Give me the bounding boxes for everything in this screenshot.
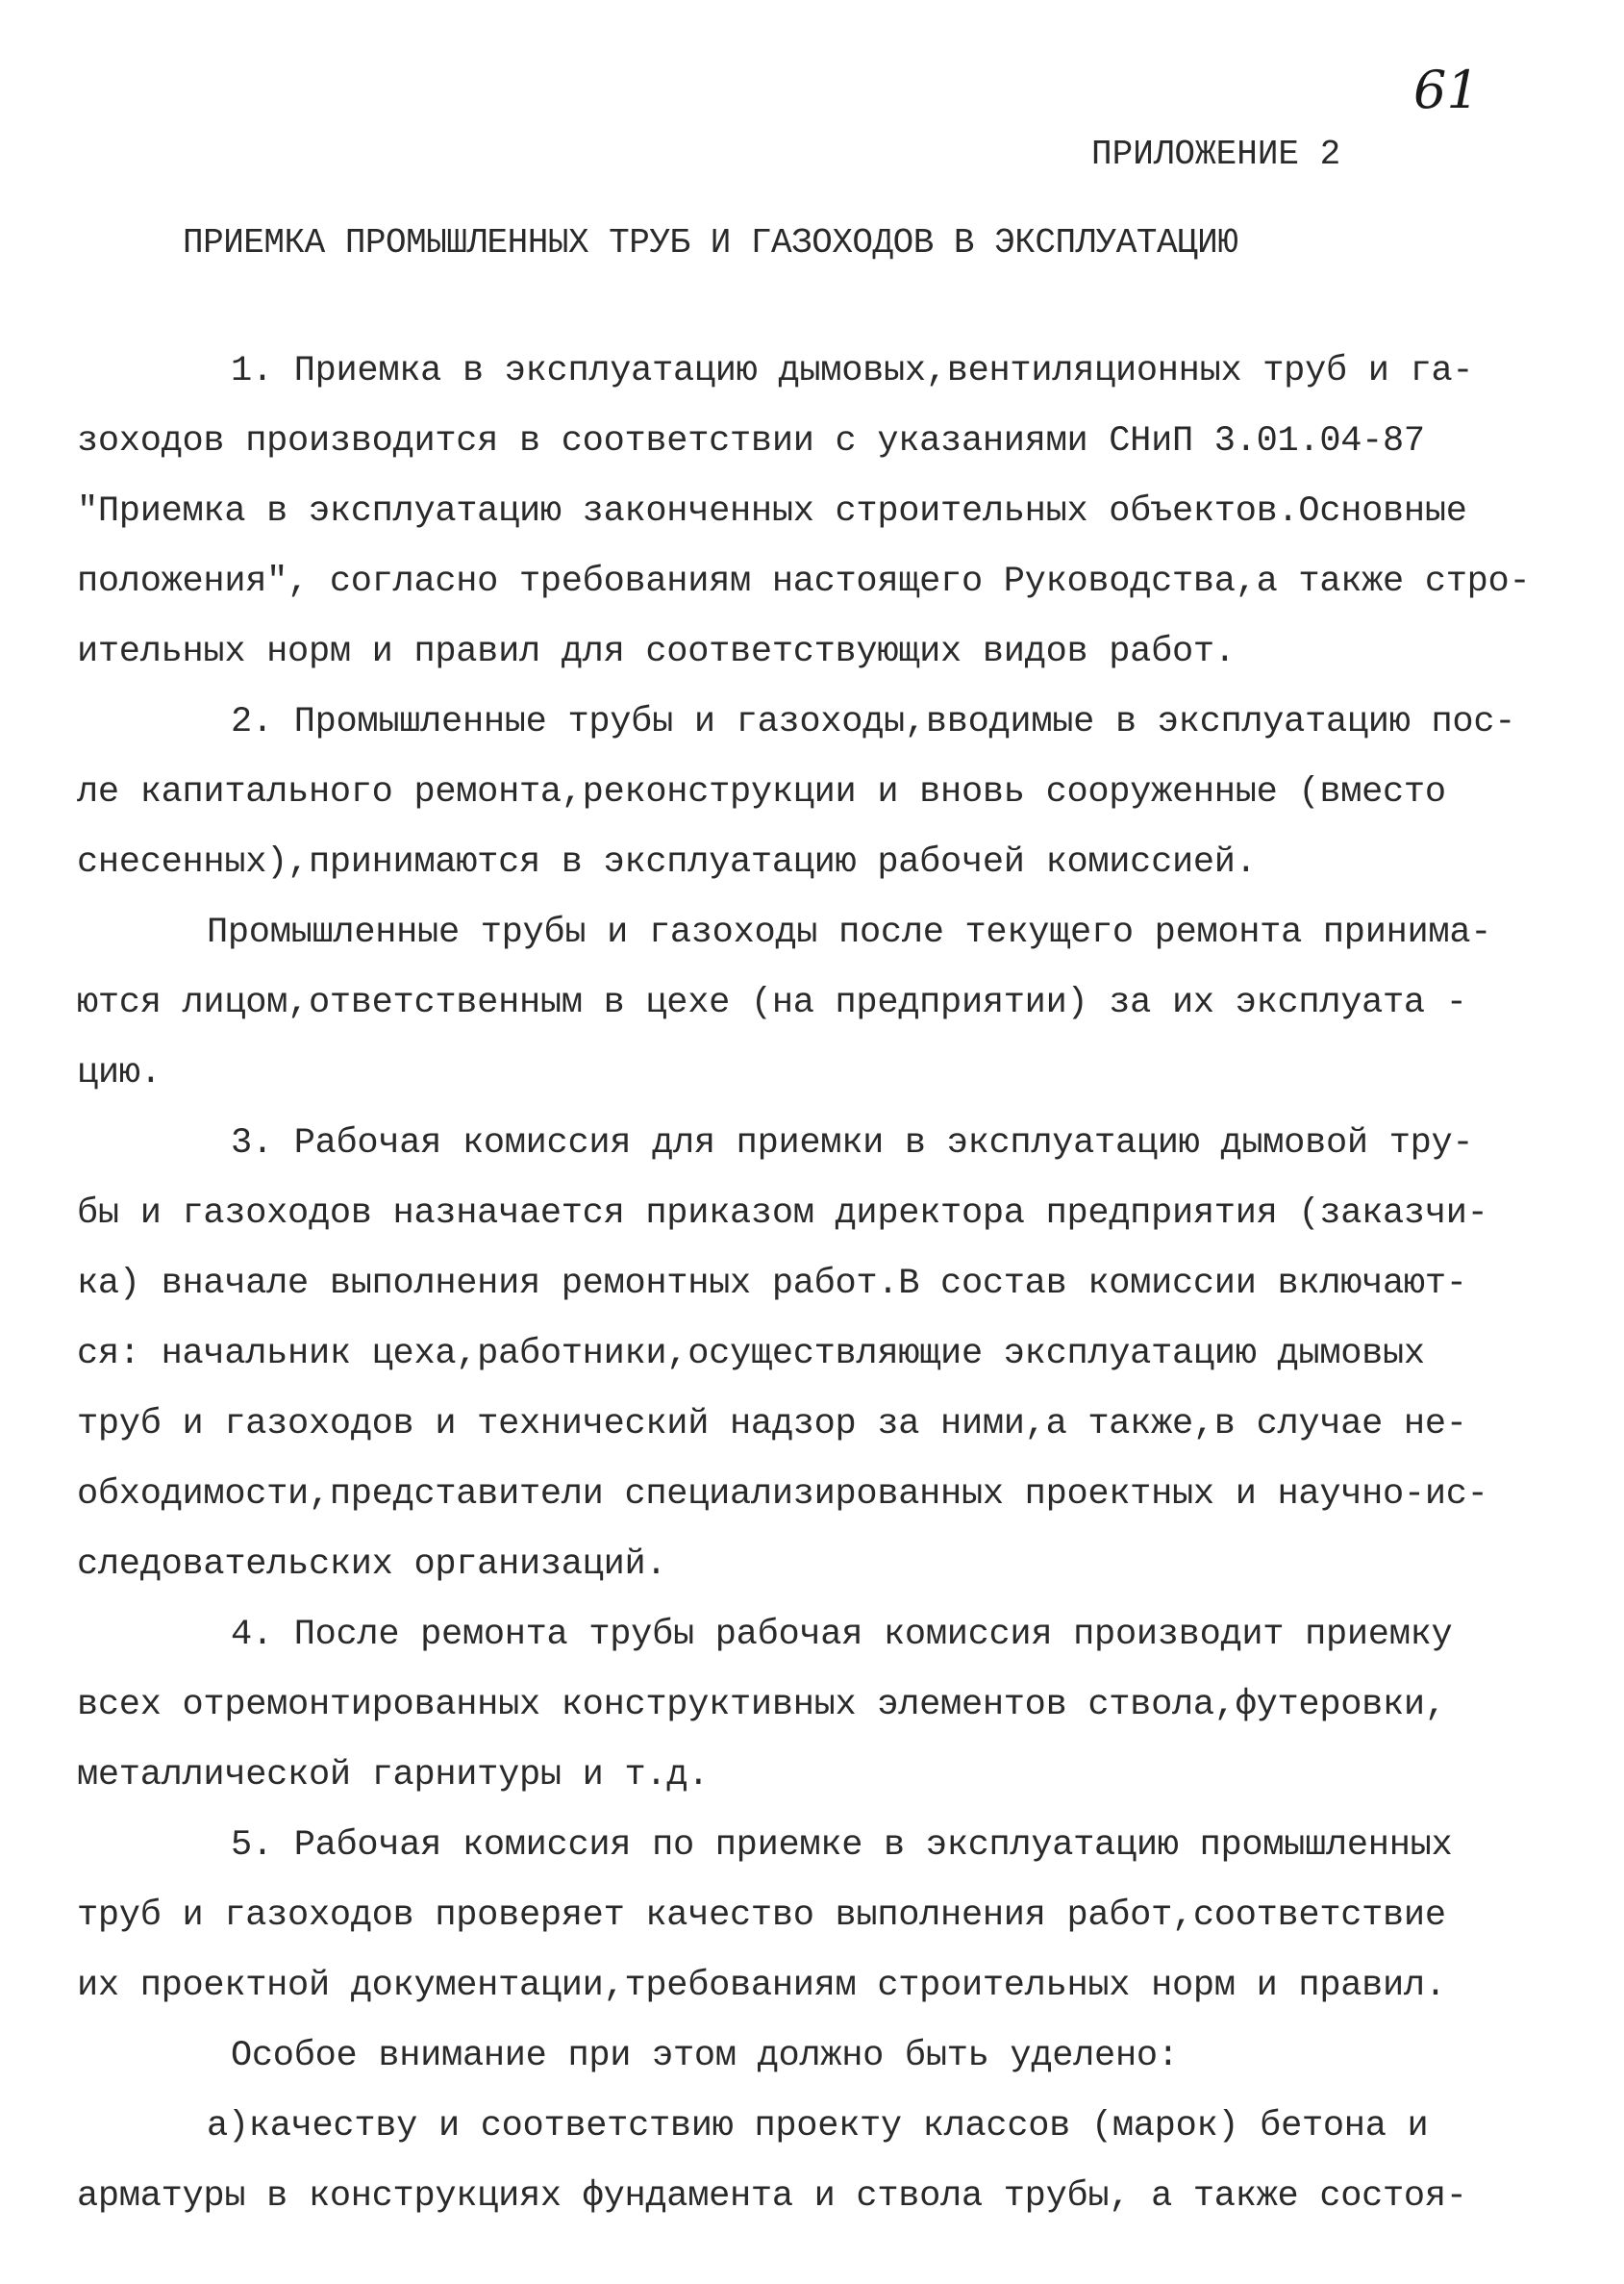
text-line: следовательских организаций.: [77, 1544, 667, 1585]
text-line: 1. Приемка в эксплуатацию дымовых,вентиляционных труб и га-: [231, 351, 1474, 391]
document-title: ПРИЕМКА ПРОМЫШЛЕННЫХ ТРУБ И ГАЗОХОДОВ В ЭКСПЛУАТАЦИЮ: [183, 223, 1238, 263]
text-line: труб и газоходов проверяет качество выполнения работ,соответствие: [77, 1895, 1446, 1936]
text-line: ются лицом,ответственным в цехе (на предприятии) за их эксплуата -: [77, 983, 1467, 1023]
text-line: "Приемка в эксплуатацию законченных строительных объектов.Основные: [77, 491, 1467, 532]
text-line: арматуры в конструкциях фундамента и ствола трубы, а также состоя-: [77, 2176, 1467, 2217]
text-line: ся: начальник цеха,работники,осуществляющие эксплуатацию дымовых: [77, 1334, 1425, 1374]
text-line: Промышленные трубы и газоходы после текущего ремонта принима-: [207, 913, 1492, 953]
text-line: всех отремонтированных конструктивных элементов ствола,футеровки,: [77, 1685, 1446, 1725]
document-body: [77, 337, 1531, 2232]
text-line: металлической гарнитуры и т.д.: [77, 1755, 710, 1795]
page-number: 61: [1413, 60, 1480, 120]
text-line: 2. Промышленные трубы и газоходы,вводимые в эксплуатацию пос-: [231, 702, 1516, 742]
text-line: труб и газоходов и технический надзор за ними,а также,в случае не-: [77, 1404, 1467, 1444]
text-line: цию.: [77, 1053, 162, 1093]
text-line: ительных норм и правил для соответствующих видов работ.: [77, 632, 1236, 672]
text-line: обходимости,представители специализированных проектных и научно-ис-: [77, 1474, 1488, 1515]
text-line: 4. После ремонта трубы рабочая комиссия производит приемку: [231, 1615, 1453, 1655]
text-line: Особое внимание при этом должно быть уделено:: [231, 2036, 1179, 2076]
text-line: а)качеству и соответствию проекту классов (марок) бетона и: [207, 2106, 1429, 2146]
text-line: 3. Рабочая комиссия для приемки в эксплуатацию дымовой тру-: [231, 1123, 1474, 1164]
appendix-label: ПРИЛОЖЕНИЕ 2: [1091, 135, 1341, 174]
text-line: ле капитального ремонта,реконструкции и вновь сооруженные (вместо: [77, 772, 1446, 813]
text-line: положения", согласно требованиям настоящего Руководства,а также стро-: [77, 562, 1531, 602]
text-line: зоходов производится в соответствии с указаниями СНиП 3.01.04-87: [77, 421, 1425, 462]
text-line: бы и газоходов назначается приказом директора предприятия (заказчи-: [77, 1193, 1488, 1234]
text-line: их проектной документации,требованиям строительных норм и правил.: [77, 1966, 1446, 2006]
text-line: снесенных),принимаются в эксплуатацию рабочей комиссией.: [77, 842, 1257, 883]
text-line: 5. Рабочая комиссия по приемке в эксплуатацию промышленных: [231, 1825, 1453, 1866]
text-line: ка) вначале выполнения ремонтных работ.В состав комиссии включают-: [77, 1264, 1467, 1304]
